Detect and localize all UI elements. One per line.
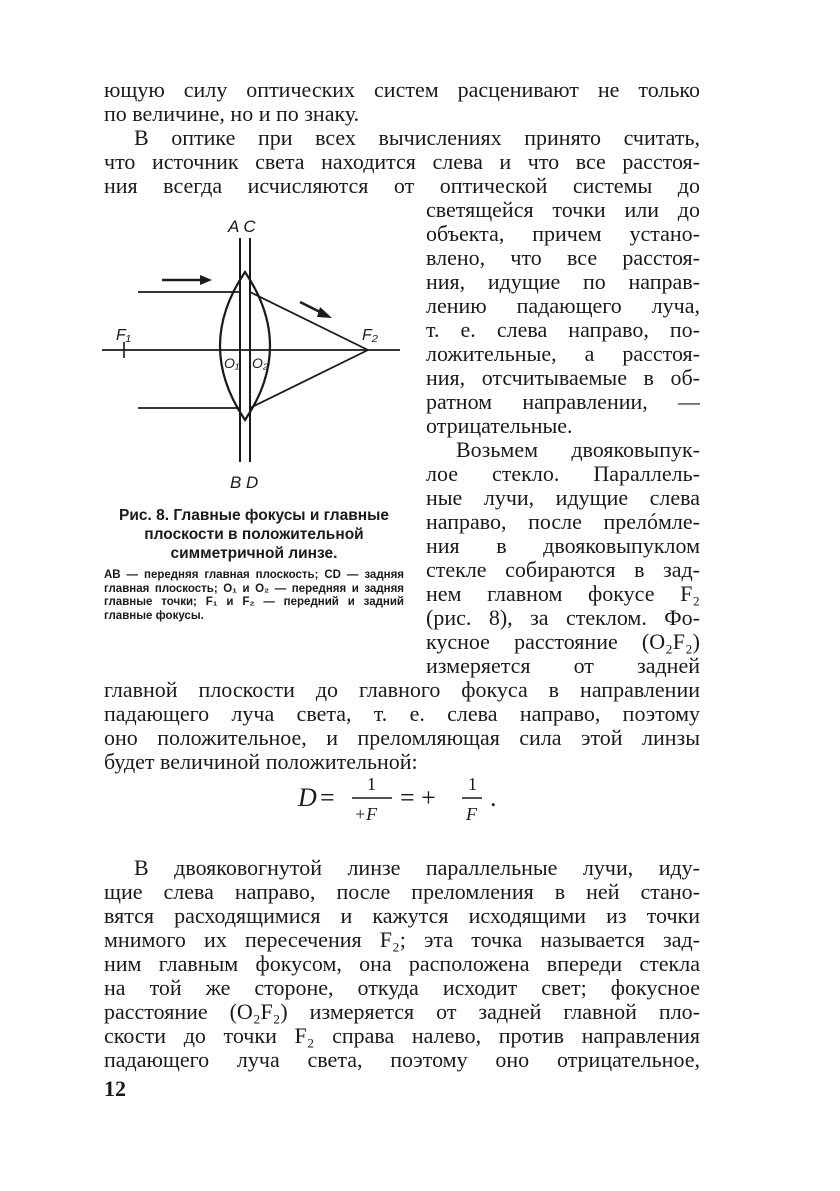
label-o1: O₁ bbox=[224, 355, 240, 371]
formula-end: . bbox=[490, 783, 497, 812]
text-line: ратном направлении, — bbox=[426, 389, 700, 414]
label-f2: F₂ bbox=[362, 327, 378, 344]
text-line: ные лучи, идущие слева bbox=[426, 485, 700, 510]
text-line: падающего луча света, т. е. слева направо, поэтому bbox=[104, 701, 700, 726]
arrow-incoming-head bbox=[200, 275, 212, 285]
text-line: Возьмем двояковыпук- bbox=[456, 437, 700, 462]
figure-caption bbox=[104, 506, 404, 623]
text-line: будет величиной положительной: bbox=[104, 749, 418, 774]
page-number: 12 bbox=[104, 1076, 126, 1101]
lens-diagram bbox=[100, 210, 410, 500]
text-line: отрицательные. bbox=[426, 413, 573, 438]
label-bd: B D bbox=[230, 473, 259, 492]
formula bbox=[290, 770, 550, 830]
text-line: ния в двояковыпуклом bbox=[426, 533, 700, 558]
formula-den1: +F bbox=[354, 804, 378, 824]
text-line: ния, отсчитываемые в об- bbox=[426, 365, 700, 390]
text-line: В двояковогнутой линзе параллельные лучи, иду- bbox=[134, 855, 700, 880]
text-line: падающего луча света, поэтому оно отрицательное, bbox=[104, 1047, 700, 1072]
text-line: светящейся точки или до bbox=[426, 197, 700, 222]
text-line: вятся расходящимися и кажутся исходящими из точки bbox=[104, 903, 700, 928]
label-f1: F₁ bbox=[116, 327, 131, 344]
text-line: ним главным фокусом, она расположена впереди стекла bbox=[104, 951, 700, 976]
formula-num1: 1 bbox=[367, 774, 376, 794]
text-line: измеряется от задней bbox=[426, 653, 700, 678]
text-line: ложительные, а расстоя- bbox=[426, 341, 700, 366]
formula-eq: = bbox=[320, 783, 335, 812]
text-line: лое стекло. Параллель- bbox=[426, 461, 700, 486]
text-line: направо, после прелóмле- bbox=[426, 509, 700, 534]
text-line: влено, что все расстоя- bbox=[426, 245, 700, 270]
text-line: объекта, причем устано- bbox=[426, 221, 700, 246]
text-line: т. е. слева направо, по- bbox=[426, 317, 700, 342]
text-line: мнимого их пересечения F₂; эта точка называется зад- bbox=[104, 927, 700, 952]
text-line: скости до точки F₂ справа налево, против направления bbox=[104, 1023, 700, 1048]
text-line: что источник света находится слева и что все расстоя- bbox=[104, 149, 700, 174]
arrow-refracted-head bbox=[317, 307, 332, 318]
text-line: нем главном фокусе F₂ bbox=[426, 581, 700, 606]
text-line: главной плоскости до главного фокуса в направлении bbox=[104, 677, 700, 702]
text-line: стекле собираются в зад- bbox=[426, 557, 700, 582]
formula-eq2: = + bbox=[400, 783, 436, 812]
caption-title: Рис. 8. Главные фокусы и главные плоскости в положительной симметричной линзе. bbox=[119, 507, 389, 562]
caption-legend: AB — передняя главная плоскость; CD — задняя главная плоскость; O₁ и O₂ — передняя и задняя главные точки; F₁ и F₂ — передний и задний главные фокусы. bbox=[104, 569, 404, 622]
formula-num2: 1 bbox=[468, 774, 477, 794]
text-line: ющую силу оптических систем расценивают не только bbox=[104, 77, 700, 102]
text-line: расстояние (O₂F₂) измеряется от задней главной пло- bbox=[104, 999, 700, 1024]
label-ac: A C bbox=[228, 217, 256, 236]
text-line: (рис. 8), за стеклом. Фо- bbox=[426, 605, 700, 630]
text-line: щие слева направо, после преломления в ней стано- bbox=[104, 879, 700, 904]
text-line: по величине, но и по знаку. bbox=[104, 101, 360, 126]
text-line: лению падающего луча, bbox=[426, 293, 700, 318]
formula-den2: F bbox=[466, 804, 477, 824]
text-line: на той же стороне, откуда исходит свет; фокусное bbox=[104, 975, 700, 1000]
lens-shape bbox=[220, 272, 270, 420]
text-line: кусное расстояние (O₂F₂) bbox=[426, 629, 700, 654]
text-line: ния, идущие по направ- bbox=[426, 269, 700, 294]
label-o2: O₂ bbox=[252, 355, 269, 371]
formula-lhs: D bbox=[298, 783, 317, 812]
text-line: В оптике при всех вычислениях принято считать, bbox=[134, 125, 700, 150]
text-line: оно положительное, и преломляющая сила этой линзы bbox=[104, 725, 700, 750]
text-line: ния всегда исчисляются от оптической системы до bbox=[104, 173, 700, 198]
